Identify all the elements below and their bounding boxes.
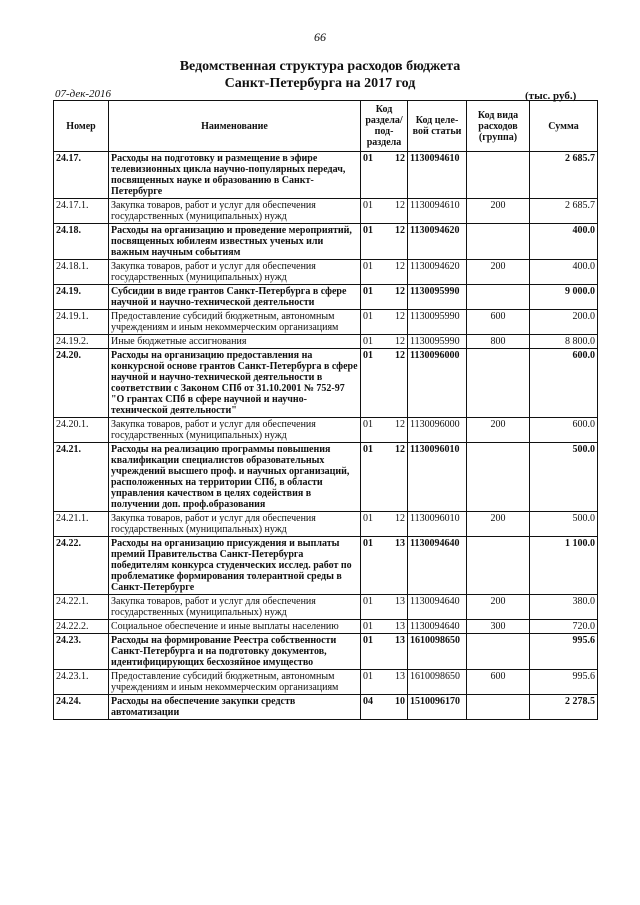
subsection-code: 12 (395, 350, 405, 361)
subsection-code: 13 (395, 621, 405, 632)
row-name: Расходы на подготовку и размещение в эфире телевизионных цикла научно-популярных передач, посвященных науке и образованию в Санкт-Петербурге (109, 152, 361, 199)
section-code: 01 (363, 596, 373, 607)
subsection-code: 12 (395, 419, 405, 430)
header-name: Наименование (109, 101, 361, 152)
subsection-code: 12 (395, 444, 405, 455)
row-target-code: 1130096000 (408, 349, 467, 418)
section-code: 01 (363, 419, 373, 430)
table-row (54, 537, 598, 595)
row-name: Закупка товаров, работ и услуг для обеспечения государственных (муниципальных) нужд (109, 512, 361, 537)
row-target-code: 1130094610 (408, 199, 467, 224)
row-sum: 2 278.5 (530, 695, 598, 720)
section-code: 01 (363, 286, 373, 297)
row-target-code: 1130096010 (408, 512, 467, 537)
row-section-code (361, 260, 408, 285)
row-target-code: 1130096000 (408, 418, 467, 443)
row-number: 24.20.1. (54, 418, 109, 443)
document-title (0, 58, 640, 92)
row-name: Субсидии в виде грантов Санкт-Петербурга в сфере научной и научно-технической деятельности (109, 285, 361, 310)
section-code-wrap (363, 261, 405, 272)
row-sum: 720.0 (530, 620, 598, 634)
page-number: 66 (314, 30, 326, 44)
row-sum: 600.0 (530, 418, 598, 443)
section-code: 01 (363, 621, 373, 632)
row-expense-type (467, 224, 530, 260)
row-sum: 2 685.7 (530, 152, 598, 199)
section-code-wrap (363, 696, 405, 707)
row-name: Расходы на обеспечение закупки средств автоматизации (109, 695, 361, 720)
subsection-code: 12 (395, 286, 405, 297)
table-row (54, 595, 598, 620)
row-name: Иные бюджетные ассигнования (109, 335, 361, 349)
row-section-code (361, 285, 408, 310)
row-expense-type (467, 695, 530, 720)
row-expense-type: 200 (467, 260, 530, 285)
row-section-code (361, 620, 408, 634)
row-target-code: 1130094620 (408, 260, 467, 285)
row-expense-type (467, 634, 530, 670)
row-sum: 8 800.0 (530, 335, 598, 349)
row-section-code (361, 310, 408, 335)
row-name: Расходы на организацию предоставления на конкурсной основе грантов Санкт-Петербурга в сфере научной и научно-технической деятельности в соответствии с Законом СПб от 31.10.2001 № 752-97 "О грантах СПб в сфере научной и научно-технической деятельности" (109, 349, 361, 418)
row-name: Расходы на реализацию программы повышения квалификации специалистов образовательных учреждений высшего проф. и научных организаций, расположенных на территории СПб, в области управления качеством в целях содействия в получении доп. проф.образования (109, 443, 361, 512)
section-code-wrap (363, 153, 405, 164)
row-name: Социальное обеспечение и иные выплаты населению (109, 620, 361, 634)
row-number: 24.17.1. (54, 199, 109, 224)
row-number: 24.18.1. (54, 260, 109, 285)
units-label: (тыс. руб.) (525, 90, 577, 102)
row-expense-type (467, 152, 530, 199)
row-target-code: 1610098650 (408, 670, 467, 695)
row-section-code (361, 335, 408, 349)
row-section-code (361, 199, 408, 224)
header-sum: Сумма (530, 101, 598, 152)
row-section-code (361, 152, 408, 199)
row-expense-type: 600 (467, 670, 530, 695)
row-number: 24.22.1. (54, 595, 109, 620)
section-code-wrap (363, 596, 405, 607)
section-code-wrap (363, 538, 405, 549)
document-date: 07-дек-2016 (55, 88, 112, 100)
row-section-code (361, 537, 408, 595)
section-code: 01 (363, 671, 373, 682)
header-type: Код вида расходов (группа) (467, 101, 530, 152)
row-name: Предоставление субсидий бюджетным, автономным учреждениям и иным некоммерческим организациям (109, 670, 361, 695)
table-row (54, 418, 598, 443)
table-row (54, 634, 598, 670)
row-section-code (361, 349, 408, 418)
subsection-code: 12 (395, 513, 405, 524)
row-expense-type: 200 (467, 595, 530, 620)
table-header-row (54, 101, 598, 152)
subsection-code: 12 (395, 261, 405, 272)
row-sum: 9 000.0 (530, 285, 598, 310)
row-section-code (361, 224, 408, 260)
table-row (54, 310, 598, 335)
section-code-wrap (363, 350, 405, 361)
table-row (54, 224, 598, 260)
table-row (54, 152, 598, 199)
row-name: Расходы на организацию присуждения и выплаты премий Правительства Санкт-Петербурга победителям конкурса студенческих исслед. работ по проблематике формирования толерантной среды в Санкт-Петербурге (109, 537, 361, 595)
table-row (54, 695, 598, 720)
row-number: 24.22.2. (54, 620, 109, 634)
row-number: 24.19.1. (54, 310, 109, 335)
section-code-wrap (363, 444, 405, 455)
section-code-wrap (363, 419, 405, 430)
row-section-code (361, 634, 408, 670)
table-row (54, 512, 598, 537)
row-target-code: 1130094610 (408, 152, 467, 199)
row-number: 24.21. (54, 443, 109, 512)
table-row (54, 349, 598, 418)
section-code: 01 (363, 153, 373, 164)
row-name: Закупка товаров, работ и услуг для обеспечения государственных (муниципальных) нужд (109, 418, 361, 443)
row-number: 24.17. (54, 152, 109, 199)
subsection-code: 12 (395, 225, 405, 236)
section-code: 01 (363, 635, 373, 646)
subsection-code: 10 (395, 696, 405, 707)
row-expense-type: 800 (467, 335, 530, 349)
row-number: 24.20. (54, 349, 109, 418)
row-name: Расходы на организацию и проведение мероприятий, посвященных юбилеям известных ученых или важным научным событиям (109, 224, 361, 260)
row-number: 24.22. (54, 537, 109, 595)
section-code: 01 (363, 538, 373, 549)
row-sum: 1 100.0 (530, 537, 598, 595)
row-target-code: 1510096170 (408, 695, 467, 720)
row-section-code (361, 443, 408, 512)
row-sum: 600.0 (530, 349, 598, 418)
section-code: 01 (363, 225, 373, 236)
table-row (54, 260, 598, 285)
row-number: 24.23.1. (54, 670, 109, 695)
section-code-wrap (363, 225, 405, 236)
table-row (54, 285, 598, 310)
row-target-code: 1130095990 (408, 285, 467, 310)
row-target-code: 1130095990 (408, 335, 467, 349)
row-sum: 400.0 (530, 260, 598, 285)
subsection-code: 12 (395, 153, 405, 164)
section-code: 01 (363, 311, 373, 322)
row-sum: 380.0 (530, 595, 598, 620)
section-code: 01 (363, 200, 373, 211)
table-row (54, 199, 598, 224)
header-target: Код целе-вой статьи (408, 101, 467, 152)
row-expense-type (467, 349, 530, 418)
subsection-code: 13 (395, 671, 405, 682)
row-target-code: 1130095990 (408, 310, 467, 335)
row-sum: 995.6 (530, 634, 598, 670)
section-code: 01 (363, 336, 373, 347)
row-sum: 200.0 (530, 310, 598, 335)
table-row (54, 335, 598, 349)
section-code-wrap (363, 200, 405, 211)
row-target-code: 1130094640 (408, 595, 467, 620)
row-expense-type (467, 537, 530, 595)
row-name: Расходы на формирование Реестра собственности Санкт-Петербурга и на подготовку документов, идентифицирующих бесхозяйное имущество (109, 634, 361, 670)
row-sum: 400.0 (530, 224, 598, 260)
section-code: 01 (363, 444, 373, 455)
budget-table (53, 100, 598, 720)
row-number: 24.21.1. (54, 512, 109, 537)
row-section-code (361, 418, 408, 443)
row-expense-type (467, 443, 530, 512)
section-code: 01 (363, 513, 373, 524)
section-code: 01 (363, 350, 373, 361)
table-row (54, 443, 598, 512)
row-section-code (361, 670, 408, 695)
table-row (54, 620, 598, 634)
row-section-code (361, 695, 408, 720)
section-code-wrap (363, 311, 405, 322)
document-title-line-2: Санкт-Петербурга на 2017 год (224, 76, 416, 91)
row-expense-type: 300 (467, 620, 530, 634)
table-row (54, 670, 598, 695)
row-section-code (361, 595, 408, 620)
row-target-code: 1130096010 (408, 443, 467, 512)
section-code: 01 (363, 261, 373, 272)
section-code-wrap (363, 621, 405, 632)
subsection-code: 12 (395, 311, 405, 322)
budget-table-body (54, 152, 598, 720)
row-target-code: 1130094640 (408, 620, 467, 634)
row-target-code: 1130094640 (408, 537, 467, 595)
row-name: Закупка товаров, работ и услуг для обеспечения государственных (муниципальных) нужд (109, 595, 361, 620)
header-section: Код раздела/ под-раздела (361, 101, 408, 152)
header-number: Номер (54, 101, 109, 152)
row-name: Предоставление субсидий бюджетным, автономным учреждениям и иным некоммерческим организациям (109, 310, 361, 335)
subsection-code: 13 (395, 538, 405, 549)
row-number: 24.19. (54, 285, 109, 310)
row-sum: 500.0 (530, 512, 598, 537)
row-number: 24.19.2. (54, 335, 109, 349)
row-sum: 2 685.7 (530, 199, 598, 224)
row-expense-type: 200 (467, 199, 530, 224)
subsection-code: 13 (395, 596, 405, 607)
row-target-code: 1610098650 (408, 634, 467, 670)
row-number: 24.24. (54, 695, 109, 720)
subsection-code: 13 (395, 635, 405, 646)
row-sum: 500.0 (530, 443, 598, 512)
row-number: 24.18. (54, 224, 109, 260)
row-expense-type: 200 (467, 418, 530, 443)
row-section-code (361, 512, 408, 537)
section-code-wrap (363, 286, 405, 297)
section-code-wrap (363, 635, 405, 646)
subsection-code: 12 (395, 200, 405, 211)
row-name: Закупка товаров, работ и услуг для обеспечения государственных (муниципальных) нужд (109, 260, 361, 285)
section-code-wrap (363, 336, 405, 347)
section-code-wrap (363, 671, 405, 682)
row-expense-type: 600 (467, 310, 530, 335)
document-title-line-1: Ведомственная структура расходов бюджета (179, 59, 461, 74)
row-name: Закупка товаров, работ и услуг для обеспечения государственных (муниципальных) нужд (109, 199, 361, 224)
row-expense-type: 200 (467, 512, 530, 537)
section-code: 04 (363, 696, 373, 707)
row-number: 24.23. (54, 634, 109, 670)
row-target-code: 1130094620 (408, 224, 467, 260)
row-expense-type (467, 285, 530, 310)
subsection-code: 12 (395, 336, 405, 347)
section-code-wrap (363, 513, 405, 524)
row-sum: 995.6 (530, 670, 598, 695)
